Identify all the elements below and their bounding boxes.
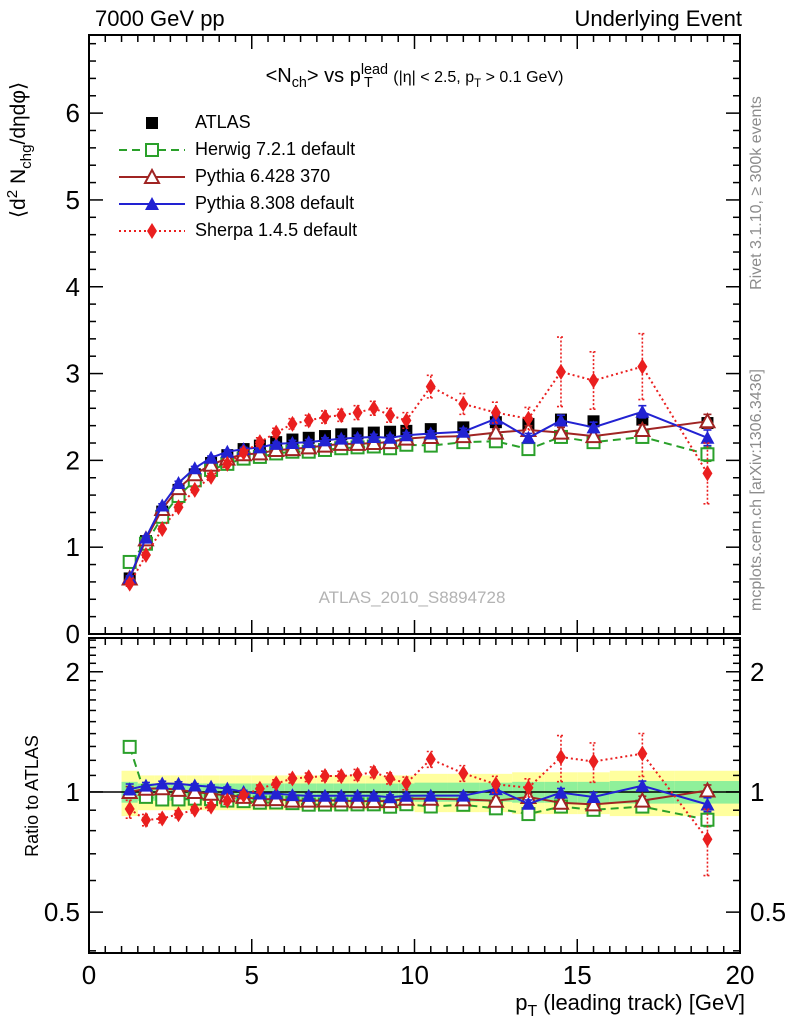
legend-marker-square-open (117, 139, 187, 161)
svg-text:20: 20 (725, 960, 755, 990)
legend-label: Sherpa 1.4.5 default (195, 220, 358, 240)
analysis-group-label: Underlying Event (574, 6, 742, 31)
legend-marker-triangle-filled (117, 193, 187, 215)
legend-marker-triangle-open (117, 166, 187, 188)
legend-item-sherpa-1-4-5-default (117, 217, 357, 244)
svg-text:1: 1 (65, 776, 80, 807)
svg-text:0: 0 (81, 960, 97, 990)
series-atlas (124, 414, 714, 585)
legend-label: Pythia 6.428 370 (195, 166, 331, 186)
svg-text:2: 2 (750, 656, 765, 687)
svg-text:1: 1 (750, 776, 765, 807)
legend-label: Herwig 7.2.1 default (195, 139, 356, 159)
svg-text:15: 15 (562, 960, 592, 990)
svg-text:0.5: 0.5 (750, 897, 786, 928)
legend-item-pythia-8-308-default (117, 190, 357, 217)
legend-item-atlas (117, 109, 357, 136)
svg-text:2: 2 (65, 445, 80, 476)
legend-marker-diamond-filled (117, 220, 187, 242)
series-pythia-6-428-370 (123, 414, 715, 584)
y-axis-label: $⟨d^2$ $N_{chg}/d\eta d\varphi⟩$ (4, 81, 35, 219)
mcplots-reference-label: mcplots.cern.ch [arXiv:1306.3436] (748, 369, 765, 611)
svg-text:5: 5 (65, 184, 80, 215)
svg-text:2: 2 (65, 656, 80, 687)
legend-label: Pythia 8.308 default (195, 193, 355, 213)
rivet-version-label: Rivet 3.1.10, ≥ 300k events (748, 96, 765, 290)
legend (117, 109, 357, 244)
legend-item-pythia-6-428-370 (117, 163, 357, 190)
svg-text:4: 4 (65, 271, 80, 302)
ratio-axis-label: Ratio to ATLAS (22, 735, 42, 857)
series-herwig-7-2-1-default (124, 431, 714, 568)
plot-title: $<N_{ch}>$ vs $p^{lead}$ T $^{(|\eta| < 2.5, p}_T$ $^{> 0.1 GeV)}$ (265, 62, 564, 91)
svg-text:1: 1 (65, 532, 80, 563)
svg-text:5: 5 (244, 960, 259, 990)
beam-energy-label: 7000 GeV pp (95, 6, 225, 31)
svg-text:0.5: 0.5 (43, 897, 80, 928)
svg-text:6: 6 (65, 98, 80, 129)
legend-item-herwig-7-2-1-default (117, 136, 357, 163)
analysis-id-watermark: ATLAS_2010_S8894728 (318, 588, 506, 607)
legend-label: ATLAS (195, 112, 251, 132)
svg-text:10: 10 (400, 960, 429, 990)
x-axis-label: $p_T$ (leading track) [GeV] (515, 990, 745, 1020)
svg-text:0: 0 (65, 619, 80, 649)
svg-text:3: 3 (65, 358, 80, 389)
legend-marker-square-filled (117, 112, 187, 134)
